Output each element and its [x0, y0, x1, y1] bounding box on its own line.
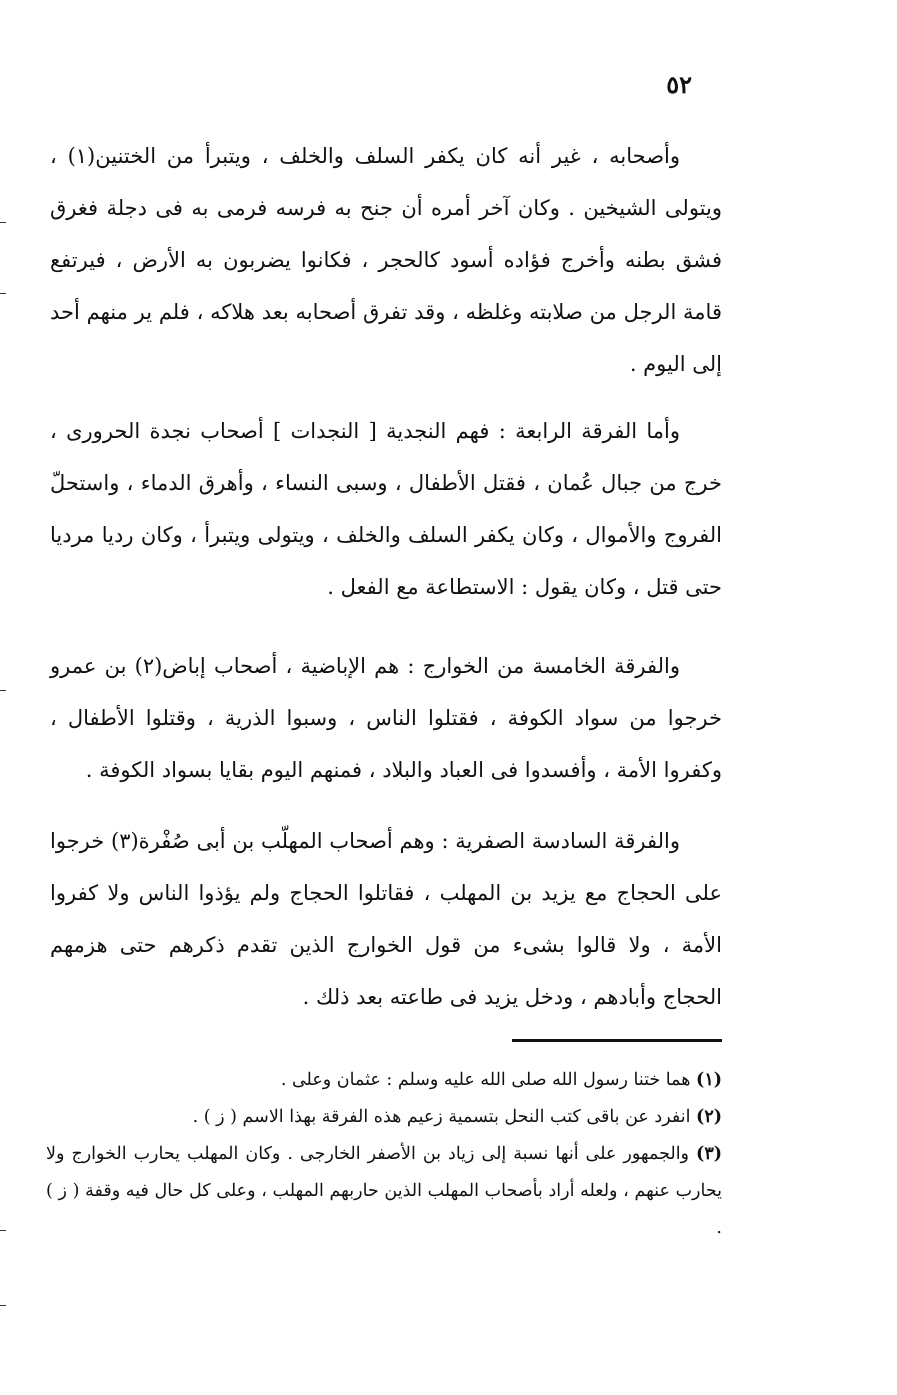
scan-edge-mark [0, 222, 6, 223]
paragraph-text: وأصحابه ، غير أنه كان يكفر السلف والخلف ، ويتبرأ من الختنين(١) ، ويتولى الشيخين . وكان آخر أمره أن جنح به فرسه فرمى به فى دجلة فغرق فشق بطنه وأخرج فؤاده أسود كالحجر ، فكانوا يضربون به الأرض ، فيرتفع قامة الرجل من صلابته وغلظه ، وقد تفرق أصحابه بعد هلاكه ، فلم ير منهم أحد إلى اليوم . [50, 144, 722, 376]
scan-edge-mark [0, 293, 6, 294]
main-text-paragraph-2 [50, 405, 722, 613]
footnote-3 [46, 1136, 722, 1247]
footnote-mark: (٢) [696, 1107, 722, 1127]
footnote-mark: (٣) [696, 1144, 722, 1164]
footnote-text: انفرد عن باقى كتب النحل بتسمية زعيم هذه الفرقة بهذا الاسم ( ز ) . [192, 1107, 691, 1127]
paragraph-text: والفرقة السادسة الصفرية : وهم أصحاب المهلّب بن أبى صُفْرة(٣) خرجوا على الحجاج مع يزيد بن المهلب ، فقاتلوا الحجاج ولم يؤذوا الناس ولا كفروا الأمة ، ولا قالوا بشىء من قول الخوارج الذين تقدم ذكرهم حتى هزمهم الحجاج وأبادهم ، ودخل يزيد فى طاعته بعد ذلك . [50, 829, 722, 1009]
footnotes-section [46, 1062, 722, 1247]
scan-edge-mark [0, 690, 6, 691]
footnote-mark: (١) [696, 1070, 722, 1090]
main-text-paragraph-3 [50, 640, 722, 796]
footnote-text: والجمهور على أنها نسبة إلى زياد بن الأصفر الخارجى . وكان المهلب يحارب الخوارج ولا يحارب عنهم ، ولعله أراد بأصحاب المهلب الذين حاربهم المهلب ، وعلى كل حال فيه وقفة ( ز ) . [46, 1144, 722, 1238]
footnote-1 [46, 1062, 722, 1099]
main-text-paragraph-4 [50, 815, 722, 1023]
scan-edge-mark [0, 1305, 6, 1306]
scan-edge-mark [0, 1230, 6, 1231]
paragraph-text: وأما الفرقة الرابعة : فهم النجدية [ النجدات ] أصحاب نجدة الحرورى ، خرج من جبال عُمان ، فقتل الأطفال ، وسبى النساء ، وأهرق الدماء ، واستحلّ الفروج والأموال ، وكان يكفر السلف والخلف ، ويتولى ويتبرأ ، وكان رديا مرديا حتى قتل ، وكان يقول : الاستطاعة مع الفعل . [50, 419, 722, 599]
paragraph-text: والفرقة الخامسة من الخوارج : هم الإباضية ، أصحاب إباض(٢) بن عمرو خرجوا من سواد الكوفة ، فقتلوا الناس ، وسبوا الذرية ، وقتلوا الأطفال ، وكفروا الأمة ، وأفسدوا فى العباد والبلاد ، فمنهم اليوم بقايا بسواد الكوفة . [50, 654, 722, 782]
main-text-paragraph-1 [50, 130, 722, 390]
footnote-2 [46, 1099, 722, 1136]
footnote-separator [512, 1039, 722, 1042]
footnote-text: هما ختنا رسول الله صلى الله عليه وسلم : عثمان وعلى . [280, 1070, 691, 1090]
page-number: ٥٢ [666, 70, 692, 99]
